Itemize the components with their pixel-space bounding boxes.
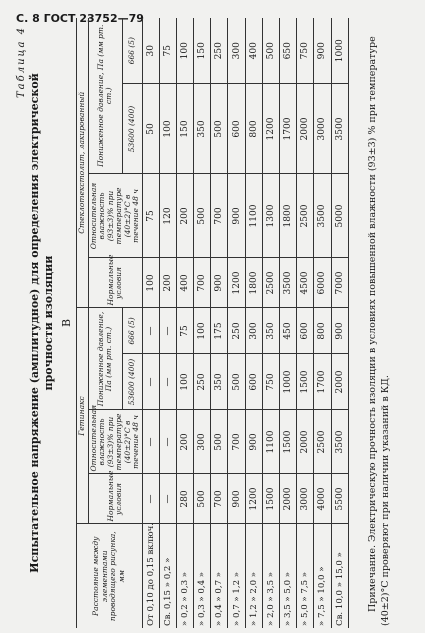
table-row	[280, 18, 297, 628]
value-cell: 300	[245, 308, 262, 354]
value-cell: 1100	[262, 410, 279, 474]
value-cell: 1000	[280, 354, 297, 410]
value-cell: 600	[228, 84, 245, 174]
page-header: С. 8 ГОСТ 23752—79	[16, 12, 144, 25]
distance-cell: Св. 0,15 » 0,2 »	[159, 524, 176, 628]
value-cell: —	[142, 474, 159, 524]
value-cell: 175	[211, 308, 228, 354]
col-distance-header: Расстояние между элементами проводящего рисунка, мм	[77, 524, 143, 628]
value-cell: 2500	[262, 258, 279, 308]
value-cell: 300	[194, 410, 211, 474]
value-cell: 900	[314, 18, 331, 84]
value-cell: 250	[228, 308, 245, 354]
col-p2-header: 666 (5)	[122, 308, 142, 354]
value-cell: 350	[262, 308, 279, 354]
value-cell: 75	[142, 174, 159, 258]
table-row	[159, 18, 176, 628]
table-row	[176, 18, 193, 628]
value-cell: 450	[280, 308, 297, 354]
value-cell: 900	[331, 308, 348, 354]
value-cell: 250	[194, 354, 211, 410]
table-row	[262, 18, 279, 628]
table-body	[142, 18, 348, 628]
value-cell: 1800	[245, 258, 262, 308]
col-normal-header: Нормальные условия	[88, 258, 142, 308]
value-cell: 1700	[314, 354, 331, 410]
value-cell: 75	[176, 308, 193, 354]
value-cell: 100	[194, 308, 211, 354]
value-cell: 700	[211, 474, 228, 524]
value-cell: 2500	[297, 174, 314, 258]
table-row	[142, 18, 159, 628]
voltage-table	[76, 18, 349, 628]
table-row	[228, 18, 245, 628]
value-cell: 280	[176, 474, 193, 524]
distance-cell: От 0,10 до 0,15 включ.	[142, 524, 159, 628]
value-cell: 500	[211, 84, 228, 174]
value-cell: 1100	[245, 174, 262, 258]
value-cell: 900	[211, 258, 228, 308]
distance-cell: » 0,3 » 0,4 »	[194, 524, 211, 628]
col-p1-header: 53600 (400)	[122, 84, 142, 174]
col-getinax-header: Гетинакс	[77, 308, 89, 524]
distance-cell: » 5,0 » 7,5 »	[297, 524, 314, 628]
value-cell: 400	[245, 18, 262, 84]
value-cell: 400	[176, 258, 193, 308]
value-cell: 100	[142, 258, 159, 308]
value-cell: 1500	[280, 410, 297, 474]
value-cell: 200	[176, 174, 193, 258]
distance-cell: » 2,0 » 3,5 »	[262, 524, 279, 628]
value-cell: 350	[194, 84, 211, 174]
col-humidity-header: Относительная влажность (93±3)% при температуре (40±2)°C в течение 48 ч	[88, 174, 142, 258]
value-cell: 5500	[331, 474, 348, 524]
value-cell: 650	[280, 18, 297, 84]
value-cell: 700	[211, 174, 228, 258]
value-cell: 1000	[331, 18, 348, 84]
value-cell: 3500	[331, 410, 348, 474]
distance-cell: » 0,2 » 0,3 »	[176, 524, 193, 628]
value-cell: 2000	[297, 410, 314, 474]
value-cell: 900	[245, 410, 262, 474]
value-cell: 7000	[331, 258, 348, 308]
value-cell: 900	[228, 174, 245, 258]
value-cell: —	[159, 354, 176, 410]
unit-label: В	[60, 318, 73, 328]
value-cell: 120	[159, 174, 176, 258]
col-pressure-header: Пониженное давление, Па (мм рт. ст.)	[88, 18, 122, 174]
table-row	[314, 18, 331, 628]
distance-cell: » 3,5 » 5,0 »	[280, 524, 297, 628]
value-cell: 600	[297, 308, 314, 354]
value-cell: 200	[159, 258, 176, 308]
value-cell: —	[142, 410, 159, 474]
distance-cell: » 7,5 » 10,0 »	[314, 524, 331, 628]
value-cell: —	[159, 474, 176, 524]
table-row	[297, 18, 314, 628]
table-row	[194, 18, 211, 628]
distance-cell: » 0,4 » 0,7 »	[211, 524, 228, 628]
value-cell: 500	[194, 174, 211, 258]
value-cell: 4000	[314, 474, 331, 524]
value-cell: 1500	[262, 474, 279, 524]
value-cell: 3500	[331, 84, 348, 174]
value-cell: 2000	[331, 354, 348, 410]
value-cell: —	[159, 308, 176, 354]
value-cell: —	[142, 354, 159, 410]
value-cell: 50	[142, 84, 159, 174]
value-cell: 3000	[297, 474, 314, 524]
value-cell: 1200	[262, 84, 279, 174]
table-row	[211, 18, 228, 628]
value-cell: 800	[314, 308, 331, 354]
table-row	[331, 18, 348, 628]
table-row	[245, 18, 262, 628]
value-cell: 750	[297, 18, 314, 84]
value-cell: 75	[159, 18, 176, 84]
value-cell: 600	[245, 354, 262, 410]
value-cell: 2500	[314, 410, 331, 474]
value-cell: 5000	[331, 174, 348, 258]
value-cell: 300	[228, 18, 245, 84]
value-cell: 3000	[314, 84, 331, 174]
value-cell: 100	[176, 18, 193, 84]
value-cell: 1700	[280, 84, 297, 174]
value-cell: 200	[176, 410, 193, 474]
col-normal-header: Нормальные условия	[88, 474, 142, 524]
distance-cell: » 0,7 » 1,2 »	[228, 524, 245, 628]
value-cell: 500	[262, 18, 279, 84]
distance-cell: Св. 10,0 » 15,0 »	[331, 524, 348, 628]
value-cell: 500	[194, 474, 211, 524]
value-cell: 750	[262, 354, 279, 410]
value-cell: 2000	[297, 84, 314, 174]
value-cell: 3500	[314, 174, 331, 258]
value-cell: 800	[245, 84, 262, 174]
value-cell: 3500	[280, 258, 297, 308]
value-cell: 6000	[314, 258, 331, 308]
value-cell: 1200	[245, 474, 262, 524]
value-cell: 700	[228, 410, 245, 474]
distance-cell: » 1,2 » 2,0 »	[245, 524, 262, 628]
value-cell: 700	[194, 258, 211, 308]
value-cell: 500	[228, 354, 245, 410]
col-p2-header: 666 (5)	[122, 18, 142, 84]
table-title: Испытательное напряжение (амплитудное) для определения электрической прочности изоляции	[28, 73, 55, 573]
col-p1-header: 53600 (400)	[122, 354, 142, 410]
rotated-content	[14, 18, 414, 628]
col-glass-header: Стеклотекстолит, лакированный	[77, 18, 89, 308]
value-cell: 900	[228, 474, 245, 524]
value-cell: 1800	[280, 174, 297, 258]
value-cell: 4500	[297, 258, 314, 308]
table-number: Таблица 4	[16, 26, 27, 99]
value-cell: —	[159, 410, 176, 474]
value-cell: 350	[211, 354, 228, 410]
value-cell: 30	[142, 18, 159, 84]
value-cell: 2000	[280, 474, 297, 524]
value-cell: 1200	[228, 258, 245, 308]
col-pressure-header: Пониженное давление, Па (мм рт. ст.)	[88, 308, 122, 410]
value-cell: 150	[194, 18, 211, 84]
value-cell: 100	[159, 84, 176, 174]
value-cell: —	[142, 308, 159, 354]
table-note: Примечание. Электрическую прочность изоляции в условиях повышенной влажности (93±3) % при температуре (40±2)°C проверяют при наличии указаний в КД.	[367, 36, 391, 626]
value-cell: 500	[211, 410, 228, 474]
value-cell: 1500	[297, 354, 314, 410]
value-cell: 250	[211, 18, 228, 84]
value-cell: 150	[176, 84, 193, 174]
value-cell: 100	[176, 354, 193, 410]
col-humidity-header: Относительная влажность (93±3)% при температуре (40±2)°C в течение 48 ч	[88, 410, 142, 474]
value-cell: 1300	[262, 174, 279, 258]
